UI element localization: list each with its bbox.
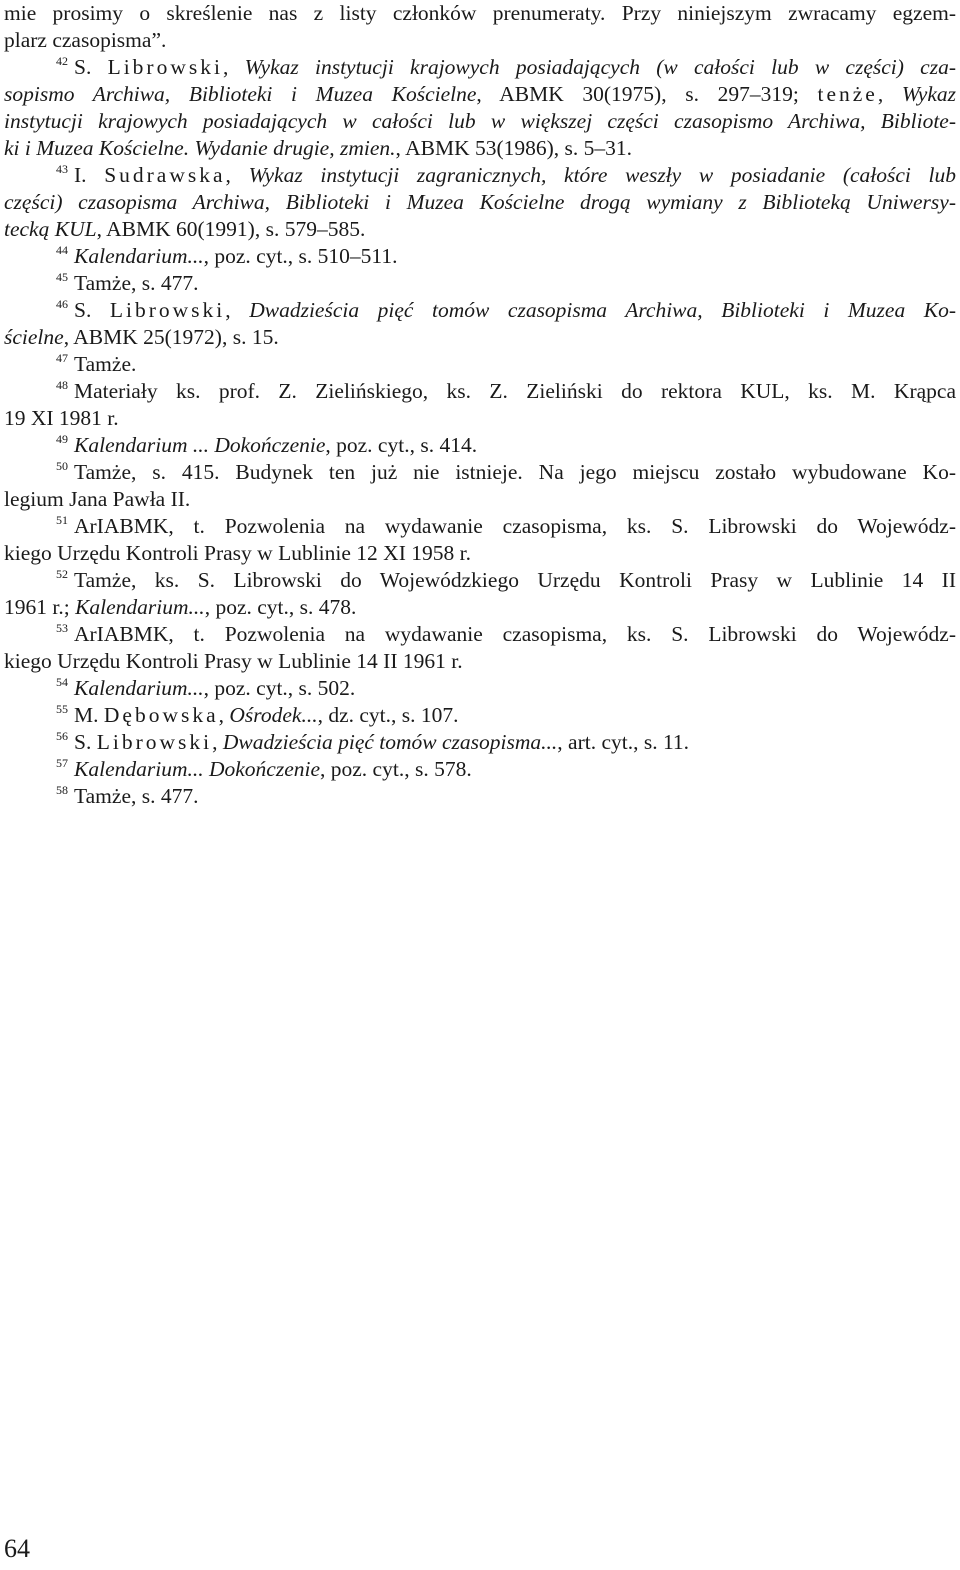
footnote-text: , poz. cyt., s. 578.	[320, 757, 472, 781]
footnote-text: Materiały ks. prof. Z. Zielińskiego, ks. Z. Zieliński do rektora KUL, ks. M. Krąpca	[74, 379, 956, 403]
footnote-line	[4, 0, 956, 27]
footnote-number: 43	[56, 162, 68, 176]
footnote-number: 44	[56, 243, 68, 257]
italic-title-text: Kalendarium...	[74, 676, 204, 700]
italic-title-text: Dwadzieścia pięć tomów czasopisma Archiwa, Biblioteki i Muzea Ko-	[249, 298, 956, 322]
footnote-text: Tamże, ks. S. Librowski do Wojewódzkiego Urzędu Kontroli Prasy w Lublinie 14 II	[74, 568, 956, 592]
footnote-text: kiego Urzędu Kontroli Prasy w Lublinie 14 II 1961 r.	[4, 649, 463, 673]
footnote-text: ArIABMK, t. Pozwolenia na wydawanie czasopisma, ks. S. Librowski do Wojewódz-	[74, 514, 956, 538]
footnote-text: Tamże.	[74, 352, 137, 376]
footnote-number: 51	[56, 513, 68, 527]
footnote-start-line	[4, 432, 956, 459]
italic-title-text: instytucji krajowych posiadających w całości lub w większej części czasopismo Archiwa, Bibliote-	[4, 109, 956, 133]
footnote-text: 1961 r.;	[4, 595, 76, 619]
italic-title-text: Wykaz instytucji zagranicznych, które weszły w posiadanie (całości lub	[248, 163, 956, 187]
footnotes-block	[4, 0, 956, 810]
footnote-start-line	[4, 729, 956, 756]
italic-title-text: Wykaz	[901, 82, 956, 106]
footnote-start-line	[4, 783, 956, 810]
footnote-text: legium Jana Pawła II.	[4, 487, 191, 511]
footnote-text: ,	[225, 163, 249, 187]
footnote-text: , ABMK 25(1972), s. 15.	[63, 325, 279, 349]
spaced-author-name: Sudrawska	[104, 163, 226, 187]
footnote-line	[4, 27, 956, 54]
footnote-line	[4, 189, 956, 216]
footnote-start-line	[4, 621, 956, 648]
footnote-text: plarz czasopisma”.	[4, 28, 167, 52]
footnote-text: , ABMK 60(1991), s. 579–585.	[96, 217, 366, 241]
footnote-line	[4, 405, 956, 432]
footnote-line	[4, 108, 956, 135]
italic-title-text: sopismo Archiwa, Biblioteki i Muzea Kościelne	[4, 82, 477, 106]
spaced-author-name: Librowski	[96, 730, 213, 754]
footnote-line	[4, 486, 956, 513]
footnote-text: M.	[74, 703, 104, 727]
italic-title-text: tecką KUL	[4, 217, 97, 241]
italic-title-text: Kalendarium... Dokończenie	[74, 757, 321, 781]
italic-title-text: ki i Muzea Kościelne. Wydanie drugie, zmien.	[4, 136, 396, 160]
footnote-start-line	[4, 54, 956, 81]
footnote-text: , dz. cyt., s. 107.	[317, 703, 459, 727]
spaced-author-name: Librowski	[107, 55, 223, 79]
footnote-line	[4, 540, 956, 567]
italic-title-text: Kalendarium...	[75, 595, 205, 619]
footnote-text: S.	[74, 55, 108, 79]
footnote-text: S.	[74, 730, 97, 754]
footnote-text: ,	[222, 55, 245, 79]
footnote-line	[4, 594, 956, 621]
italic-title-text: Wykaz instytucji krajowych posiadających (w całości lub w części) cza-	[244, 55, 956, 79]
footnote-number: 49	[56, 432, 68, 446]
italic-title-text: Ośrodek...	[229, 703, 318, 727]
footnote-number: 47	[56, 351, 68, 365]
footnote-line	[4, 135, 956, 162]
italic-title-text: Kalendarium ... Dokończenie	[74, 433, 326, 457]
footnote-start-line	[4, 675, 956, 702]
italic-title-text: Dwadzieścia pięć tomów czasopisma...	[222, 730, 558, 754]
italic-title-text: ścielne	[4, 325, 64, 349]
footnote-text: ,	[877, 82, 902, 106]
footnote-number: 46	[56, 297, 68, 311]
footnote-start-line	[4, 378, 956, 405]
footnote-number: 55	[56, 702, 68, 716]
footnote-start-line	[4, 702, 956, 729]
spaced-author-name: Dębowska	[103, 703, 219, 727]
footnote-number: 53	[56, 621, 68, 635]
footnote-text: , poz. cyt., s. 510–511.	[203, 244, 398, 268]
footnote-start-line	[4, 162, 956, 189]
footnote-text: , poz. cyt., s. 478.	[204, 595, 357, 619]
footnote-start-line	[4, 297, 956, 324]
footnote-start-line	[4, 459, 956, 486]
footnote-text: ,	[212, 730, 223, 754]
page-number: 64	[4, 1534, 30, 1563]
footnote-start-line	[4, 243, 956, 270]
footnote-start-line	[4, 756, 956, 783]
footnote-start-line	[4, 270, 956, 297]
footnote-line	[4, 324, 956, 351]
footnote-line	[4, 81, 956, 108]
spaced-author-name: tenże	[817, 82, 878, 106]
footnote-number: 58	[56, 783, 68, 797]
footnote-number: 54	[56, 675, 68, 689]
footnote-text: , poz. cyt., s. 502.	[203, 676, 356, 700]
footnote-start-line	[4, 567, 956, 594]
footnote-text: , art. cyt., s. 11.	[557, 730, 690, 754]
footnote-text: ,	[218, 703, 230, 727]
footnote-text: , ABMK 53(1986), s. 5–31.	[395, 136, 633, 160]
footnote-text: ,	[225, 298, 250, 322]
footnote-number: 50	[56, 459, 68, 473]
footnote-text: , poz. cyt., s. 414.	[325, 433, 478, 457]
footnote-number: 52	[56, 567, 68, 581]
footnote-text: 19 XI 1981 r.	[4, 406, 119, 430]
footnote-line	[4, 216, 956, 243]
footnote-text: Tamże, s. 415. Budynek ten już nie istnieje. Na jego miejscu zostało wybudowane Ko-	[74, 460, 956, 484]
footnote-start-line	[4, 351, 956, 378]
footnote-text: Tamże, s. 477.	[74, 271, 199, 295]
footnote-number: 57	[56, 756, 68, 770]
footnote-line	[4, 648, 956, 675]
footnote-text: kiego Urzędu Kontroli Prasy w Lublinie 12 XI 1958 r.	[4, 541, 471, 565]
footnote-number: 56	[56, 729, 68, 743]
footnote-number: 42	[56, 54, 68, 68]
spaced-author-name: Librowski	[109, 298, 226, 322]
footnote-text: S.	[74, 298, 110, 322]
footnote-text: ArIABMK, t. Pozwolenia na wydawanie czasopisma, ks. S. Librowski do Wojewódz-	[74, 622, 956, 646]
italic-title-text: Kalendarium...	[74, 244, 204, 268]
footnote-text: mie prosimy o skreślenie nas z listy członków prenumeraty. Przy niniejszym zwracamy egzem-	[4, 1, 956, 25]
footnote-text: Tamże, s. 477.	[74, 784, 199, 808]
footnote-text: I.	[74, 163, 105, 187]
footnote-number: 48	[56, 378, 68, 392]
footnote-number: 45	[56, 270, 68, 284]
footnote-text: , ABMK 30(1975), s. 297–319;	[476, 82, 818, 106]
footnote-start-line	[4, 513, 956, 540]
italic-title-text: części) czasopisma Archiwa, Biblioteki i Muzea Kościelne drogą wymiany z Biblioteką Uniwersy-	[4, 190, 956, 214]
